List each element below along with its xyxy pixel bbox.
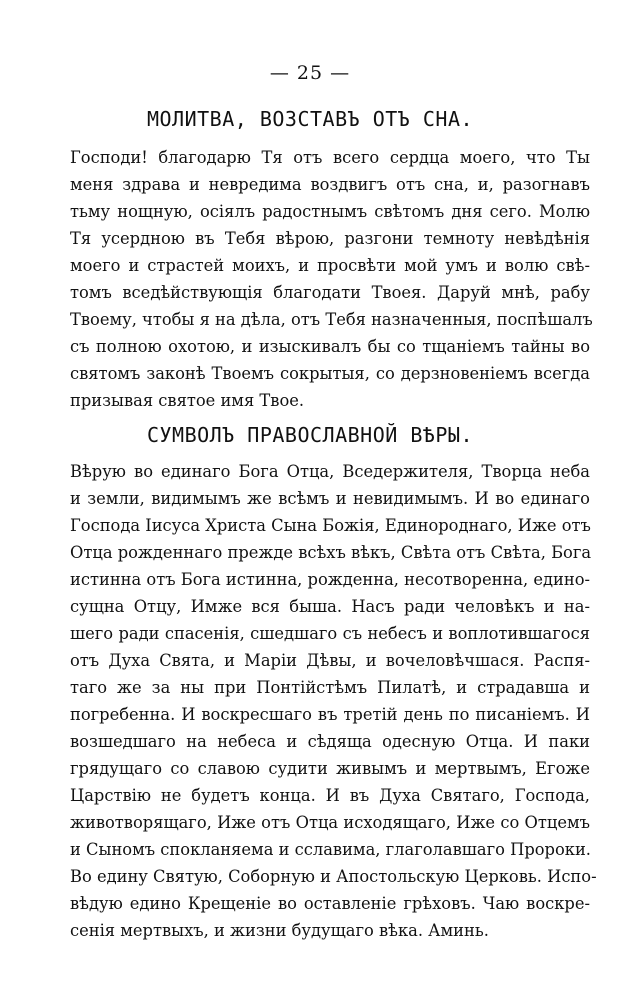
- prayer-line: призывая святое имя Твое.: [70, 391, 305, 410]
- prayer-line: Твоему, чтобы я на дѣла, отъ Тебя назначенныя, поспѣшалъ: [70, 310, 593, 329]
- prayer-line: моего и страстей моихъ, и просвѣти мой умъ и волю свѣ-: [70, 256, 590, 275]
- prayer-line: меня здрава и невредима воздвигъ отъ сна, и, разогнавъ: [70, 175, 590, 194]
- creed-line: Во едину Святую, Соборную и Апостольскую Церковь. Испо-: [70, 867, 597, 886]
- creed-line: Вѣрую во единаго Бога Отца, Вседержителя, Творца неба: [70, 462, 590, 481]
- creed-heading: СУМВОЛЪ ПРАВОСЛАВНОЙ ВѢРЫ.: [146, 423, 474, 447]
- prayer-line: томъ вседѣйствующія благодати Твоея. Даруй мнѣ, рабу: [70, 283, 590, 302]
- creed-line: сенія мертвыхъ, и жизни будущаго вѣка. Аминь.: [70, 921, 489, 940]
- prayer-line: тьму нощную, осіялъ радостнымъ свѣтомъ дня сего. Молю: [70, 202, 590, 221]
- creed-line: шего ради спасенія, сшедшаго съ небесъ и воплотившагося: [70, 624, 590, 643]
- creed-line: Господа Іисуса Христа Сына Божія, Единороднаго, Иже отъ: [70, 516, 591, 535]
- prayer-line: Господи! благодарю Тя отъ всего сердца моего, что Ты: [70, 148, 590, 167]
- prayer-line: святомъ законѣ Твоемъ сокрытыя, со дерзновеніемъ всегда: [70, 364, 590, 383]
- prayer-heading: МОЛИТВА, ВОЗСТАВЪ ОТЪ СНА.: [146, 107, 474, 131]
- creed-line: отъ Духа Свята, и Маріи Дѣвы, и вочеловѣчшася. Распя-: [70, 651, 590, 670]
- prayer-line: съ полною охотою, и изыскивалъ бы со тщаніемъ тайны во: [70, 337, 590, 356]
- creed-line: Царствію не будетъ конца. И въ Духа Святаго, Господа,: [70, 786, 590, 805]
- creed-line: вѣдую едино Крещеніе во оставленіе грѣховъ. Чаю воскре-: [70, 894, 590, 913]
- page-number: — 25 —: [269, 62, 351, 84]
- creed-line: и Сыномъ спокланяема и сславима, глаголавшаго Пророки.: [70, 840, 591, 859]
- creed-line: сущна Отцу, Имже вся быша. Насъ ради человѣкъ и на-: [70, 597, 590, 616]
- creed-line: и земли, видимымъ же всѣмъ и невидимымъ. И во единаго: [70, 489, 590, 508]
- creed-line: животворящаго, Иже отъ Отца исходящаго, Иже со Отцемъ: [70, 813, 590, 832]
- creed-line: таго же за ны при Понтійстѣмъ Пилатѣ, и страдавша и: [70, 678, 590, 697]
- creed-line: Отца рожденнаго прежде всѣхъ вѣкъ, Свѣта отъ Свѣта, Бога: [70, 543, 592, 562]
- creed-line: возшедшаго на небеса и сѣдяща одесную Отца. И паки: [70, 732, 590, 751]
- creed-line: грядущаго со славою судити живымъ и мертвымъ, Егоже: [70, 759, 590, 778]
- creed-line: истинна отъ Бога истинна, рожденна, несотворенна, едино-: [70, 570, 591, 589]
- creed-line: погребенна. И воскресшаго въ третій день по писаніемъ. И: [70, 705, 590, 724]
- prayer-line: Тя усердною въ Тебя вѣрою, разгони темноту невѣдѣнія: [70, 229, 590, 248]
